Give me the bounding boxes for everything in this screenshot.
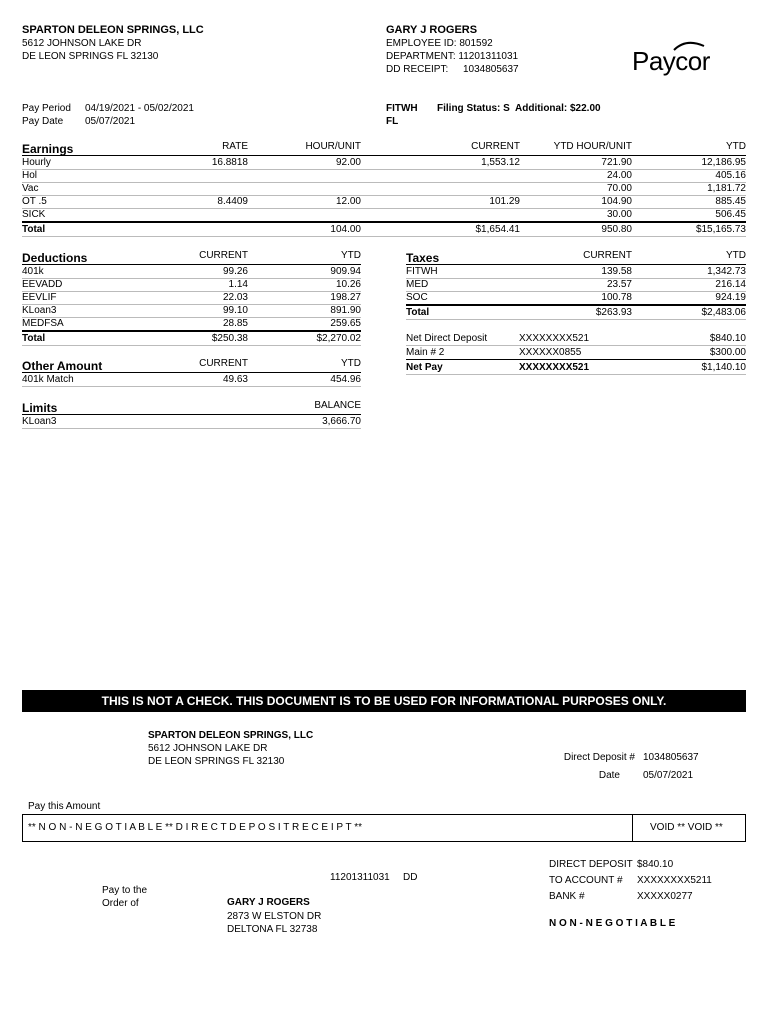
- earnings-total-current: $1,654.41: [475, 224, 520, 235]
- deduction-row-ytd: 198.27: [330, 292, 361, 303]
- deduction-row-current: 22.03: [222, 292, 248, 303]
- payee-address-line1: 2873 W ELSTON DR: [227, 911, 322, 922]
- deposit-row-account: XXXXXX0855: [519, 347, 582, 358]
- deductions-header-ytd: YTD: [341, 250, 361, 261]
- tax-row-current: 100.78: [601, 292, 632, 303]
- logo-swoosh-icon: [672, 40, 706, 52]
- earnings-row-ytd-hours: 24.00: [606, 170, 632, 181]
- fitwh-label: FITWH: [386, 103, 418, 114]
- tax-row-current: 23.57: [606, 279, 632, 290]
- dd-receipt-label: DD RECEIPT:: [386, 64, 449, 75]
- deposit-row-name: Main # 2: [406, 347, 445, 358]
- employee-department: DEPARTMENT: 11201311031: [386, 51, 519, 62]
- earnings-header-rate: RATE: [222, 141, 248, 152]
- bank-label: BANK #: [549, 891, 585, 902]
- earnings-row-ytd-hours: 70.00: [606, 183, 632, 194]
- limits-row-name: KLoan3: [22, 416, 57, 427]
- employee-id: EMPLOYEE ID: 801592: [386, 38, 493, 49]
- row-divider: [406, 374, 746, 375]
- deductions-total-label: Total: [22, 333, 46, 344]
- earnings-total-rule: [22, 221, 746, 223]
- deposit-row-account: XXXXXXXX521: [519, 333, 590, 344]
- deduction-row-name: EEVLIF: [22, 292, 57, 303]
- earnings-row-name: SICK: [22, 209, 46, 220]
- earnings-row-hours: 12.00: [335, 196, 361, 207]
- row-divider: [22, 428, 361, 429]
- tax-row-name: MED: [406, 279, 429, 290]
- direct-deposit-label: DIRECT DEPOSIT: [549, 859, 633, 870]
- taxes-title: Taxes: [406, 251, 440, 265]
- deposit-row-amount: $840.10: [709, 333, 746, 344]
- fl-label: FL: [386, 116, 399, 127]
- check-company-address-line2: DE LEON SPRINGS FL 32130: [148, 756, 285, 767]
- row-divider: [22, 169, 746, 170]
- taxes-header-ytd: YTD: [726, 250, 746, 261]
- deduction-row-ytd: 10.26: [335, 279, 361, 290]
- earnings-total-ytd-hours: 950.80: [601, 224, 632, 235]
- pay-date-value: 05/07/2021: [85, 116, 136, 127]
- deposit-row-name: Net Direct Deposit: [406, 333, 488, 344]
- earnings-row-ytd: 885.45: [715, 196, 746, 207]
- earnings-row-ytd: 12,186.95: [701, 157, 746, 168]
- deduction-row-name: 401k: [22, 266, 44, 277]
- pay-this-amount-label: Pay this Amount: [28, 801, 101, 812]
- deduction-row-ytd: 909.94: [330, 266, 361, 277]
- deduction-row-name: KLoan3: [22, 305, 57, 316]
- other-row-current: 49.63: [222, 374, 248, 385]
- earnings-row-ytd-hours: 721.90: [601, 157, 632, 168]
- deductions-header-current: CURRENT: [199, 250, 248, 261]
- logo-text: Paycor: [632, 46, 710, 76]
- taxes-total-ytd: $2,483.06: [701, 307, 746, 318]
- tax-row-name: FITWH: [406, 266, 438, 277]
- row-divider: [22, 386, 361, 387]
- limits-header-balance: BALANCE: [314, 400, 361, 411]
- deduction-row-current: 28.85: [222, 318, 248, 329]
- pay-to-label-line1: Pay to the: [102, 885, 148, 896]
- earnings-header-ytd: YTD: [726, 141, 746, 152]
- void-text: VOID ** VOID **: [650, 822, 723, 833]
- other-row-name: 401k Match: [22, 374, 74, 385]
- earnings-header-current: CURRENT: [471, 141, 520, 152]
- other-row-ytd: 454.96: [330, 374, 361, 385]
- earnings-row-name: Hourly: [22, 157, 51, 168]
- row-divider: [406, 319, 746, 320]
- deduction-row-current: 99.10: [222, 305, 248, 316]
- check-date-label: Date: [598, 770, 620, 781]
- direct-deposit-number-label: Direct Deposit #: [563, 752, 635, 763]
- other-header-current: CURRENT: [199, 358, 248, 369]
- earnings-header-rule: [22, 155, 746, 156]
- company-address-line2: DE LEON SPRINGS FL 32130: [22, 51, 159, 62]
- tax-row-ytd: 924.19: [715, 292, 746, 303]
- additional-withholding: Additional: $22.00: [515, 103, 601, 114]
- check-company-name: SPARTON DELEON SPRINGS, LLC: [148, 730, 314, 741]
- earnings-row-rate: 16.8818: [211, 157, 248, 168]
- deduction-row-name: MEDFSA: [22, 318, 64, 329]
- net-pay-rule: [406, 359, 746, 360]
- row-divider: [22, 182, 746, 183]
- deductions-total-ytd: $2,270.02: [316, 333, 361, 344]
- earnings-row-ytd: 506.45: [715, 209, 746, 220]
- dd-receipt-number: 1034805637: [463, 64, 519, 75]
- earnings-header-hours: HOUR/UNIT: [305, 141, 361, 152]
- pay-period-label: Pay Period: [22, 103, 71, 114]
- direct-deposit-amount: $840.10: [637, 859, 674, 870]
- non-negotiable-text: N O N - N E G O T I A B L E: [549, 918, 676, 929]
- earnings-row-ytd-hours: 104.90: [601, 196, 632, 207]
- earnings-row-name: OT .5: [22, 196, 47, 207]
- limits-row-balance: 3,666.70: [322, 416, 361, 427]
- deduction-row-current: 99.26: [222, 266, 248, 277]
- deductions-title: Deductions: [22, 251, 88, 265]
- earnings-total-ytd: $15,165.73: [695, 224, 746, 235]
- company-name: SPARTON DELEON SPRINGS, LLC: [22, 24, 204, 36]
- payee-name: GARY J ROGERS: [227, 897, 310, 908]
- row-divider: [22, 236, 746, 237]
- paycor-logo: [632, 46, 710, 77]
- earnings-row-ytd: 405.16: [715, 170, 746, 181]
- to-account-label: TO ACCOUNT #: [549, 875, 623, 886]
- tax-row-ytd: 216.14: [715, 279, 746, 290]
- row-divider: [22, 345, 361, 346]
- non-negotiable-receipt-text: ** N O N - N E G O T I A B L E ** D I R E C T D E P O S I T R E C E I P T **: [28, 822, 363, 833]
- earnings-total-label: Total: [22, 224, 46, 235]
- employee-name: GARY J ROGERS: [386, 24, 478, 36]
- taxes-total-label: Total: [406, 307, 430, 318]
- company-address-line1: 5612 JOHNSON LAKE DR: [22, 38, 142, 49]
- net-pay-amount: $1,140.10: [701, 362, 746, 373]
- taxes-total-current: $263.93: [595, 307, 632, 318]
- earnings-total-hours: 104.00: [330, 224, 361, 235]
- earnings-row-current: 1,553.12: [481, 157, 520, 168]
- check-dept-code: 11201311031: [330, 872, 390, 883]
- other-header-ytd: YTD: [341, 358, 361, 369]
- filing-status: Filing Status: S: [437, 103, 510, 114]
- deductions-total-current: $250.38: [211, 333, 248, 344]
- taxes-header-current: CURRENT: [583, 250, 632, 261]
- check-dd-code: DD: [403, 872, 418, 883]
- check-company-address-line1: 5612 JOHNSON LAKE DR: [148, 743, 268, 754]
- net-pay-label: Net Pay: [406, 362, 443, 373]
- deduction-row-current: 1.14: [228, 279, 248, 290]
- to-account-number: XXXXXXXX5211: [637, 875, 712, 886]
- earnings-row-ytd-hours: 30.00: [606, 209, 632, 220]
- earnings-row-current: 101.29: [489, 196, 520, 207]
- void-divider: [632, 815, 633, 841]
- earnings-row-name: Vac: [22, 183, 39, 194]
- bank-number: XXXXX0277: [637, 891, 693, 902]
- earnings-row-name: Hol: [22, 170, 38, 181]
- limits-title: Limits: [22, 401, 58, 415]
- payee-address-line2: DELTONA FL 32738: [227, 924, 318, 935]
- pay-period-value: 04/19/2021 - 05/02/2021: [85, 103, 194, 114]
- earnings-row-ytd: 1,181.72: [707, 183, 746, 194]
- other-amount-title: Other Amount: [22, 359, 103, 373]
- deduction-row-ytd: 259.65: [330, 318, 361, 329]
- earnings-header-ytd-hours: YTD HOUR/UNIT: [553, 141, 632, 152]
- earnings-row-hours: 92.00: [335, 157, 361, 168]
- earnings-row-rate: 8.4409: [217, 196, 248, 207]
- row-divider: [22, 195, 746, 196]
- tax-row-name: SOC: [406, 292, 428, 303]
- direct-deposit-number: 1034805637: [643, 752, 699, 763]
- deposit-row-amount: $300.00: [709, 347, 746, 358]
- row-divider: [22, 208, 746, 209]
- net-pay-account: XXXXXXXX521: [519, 362, 590, 373]
- tax-row-current: 139.58: [601, 266, 632, 277]
- tax-row-ytd: 1,342.73: [707, 266, 746, 277]
- informational-banner: THIS IS NOT A CHECK. THIS DOCUMENT IS TO BE USED FOR INFORMATIONAL PURPOSES ONLY.: [22, 690, 746, 712]
- pay-date-label: Pay Date: [22, 116, 64, 127]
- check-date: 05/07/2021: [643, 770, 694, 781]
- deduction-row-name: EEVADD: [22, 279, 63, 290]
- deduction-row-ytd: 891.90: [330, 305, 361, 316]
- earnings-title: Earnings: [22, 142, 74, 156]
- pay-to-label-line2: Order of: [102, 898, 139, 909]
